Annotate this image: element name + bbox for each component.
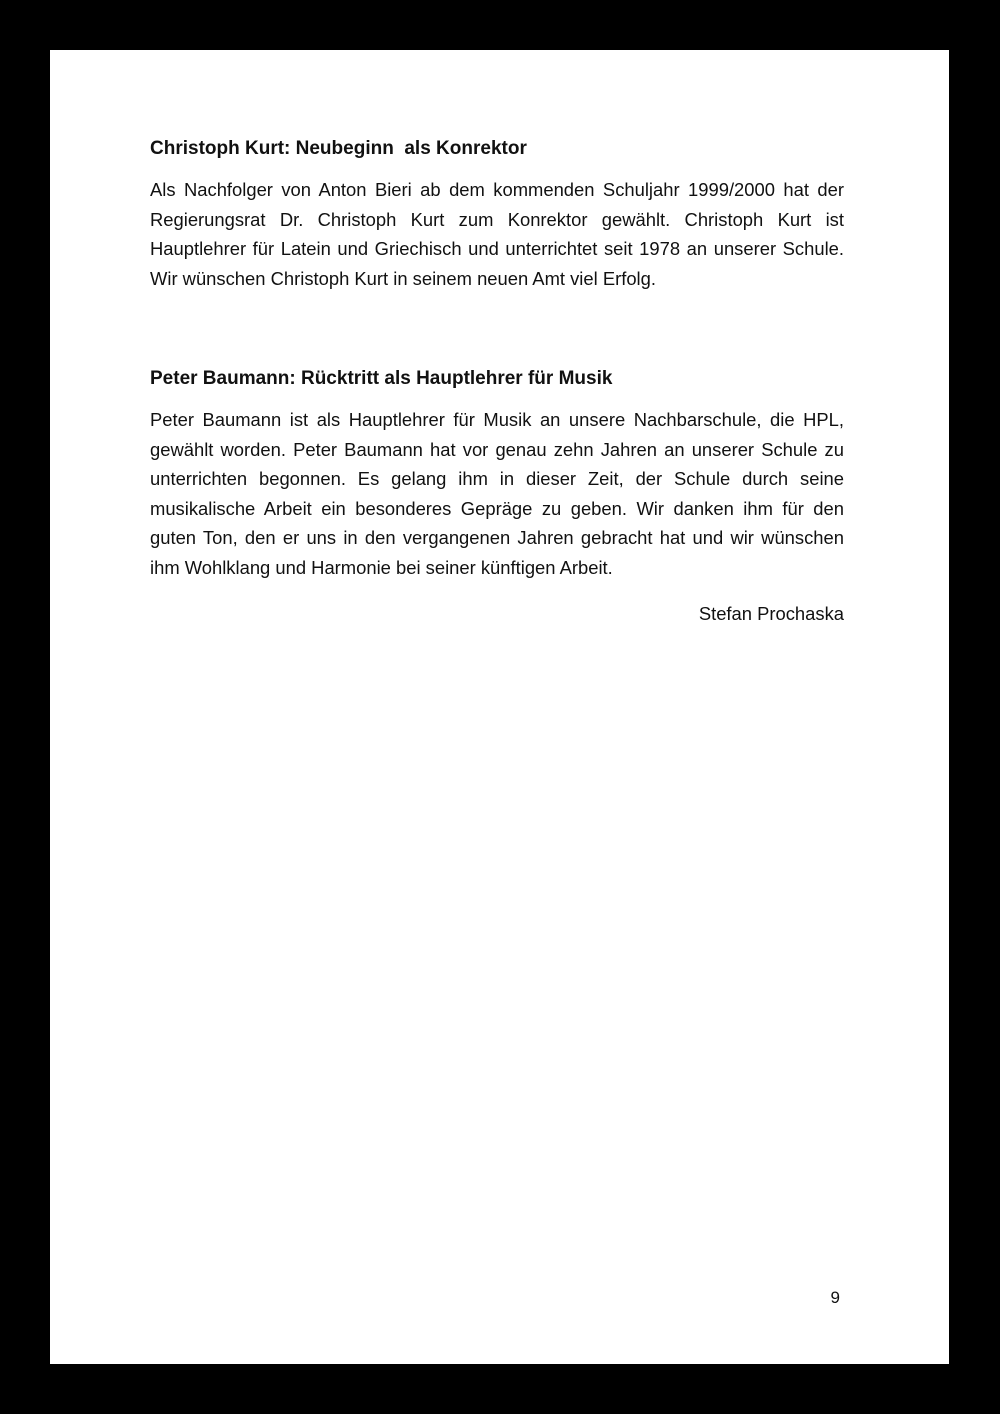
section-body: Peter Baumann ist als Hauptlehrer für Musik an unsere Nachbarschule, die HPL, gewählt worden. Peter Baumann hat vor genau zehn Jahren an unserer Schule zu unterrichten begonnen. Es gelang ihm in dieser Zeit, der Schule durch seine musikalische Arbeit ein besonderes Gepräge zu geben. Wir danken ihm für den guten Ton, den er uns in den vergangenen Jahren gebracht hat und wir wünschen ihm Wohlklang und Harmonie bei seiner künftigen Arbeit.	[150, 409, 844, 578]
section-body: Als Nachfolger von Anton Bieri ab dem kommenden Schuljahr 1999/2000 hat der Regierungsrat Dr. Christoph Kurt zum Konrektor gewählt. Christoph Kurt ist Hauptlehrer für Latein und Griechisch und unterrichtet seit 1978 an unserer Schule. Wir wünschen Christoph Kurt in seinem neuen Amt viel Erfolg.	[150, 179, 844, 289]
page-number: 9	[830, 1288, 840, 1307]
document-page	[50, 50, 949, 1364]
section-heading: Christoph Kurt: Neubeginn als Konrektor	[150, 138, 527, 159]
section-heading: Peter Baumann: Rücktritt als Hauptlehrer für Musik	[150, 368, 613, 389]
section-ruecktritt	[150, 367, 844, 583]
author-signature: Stefan Prochaska	[698, 603, 844, 624]
section-konrektor	[150, 137, 844, 293]
